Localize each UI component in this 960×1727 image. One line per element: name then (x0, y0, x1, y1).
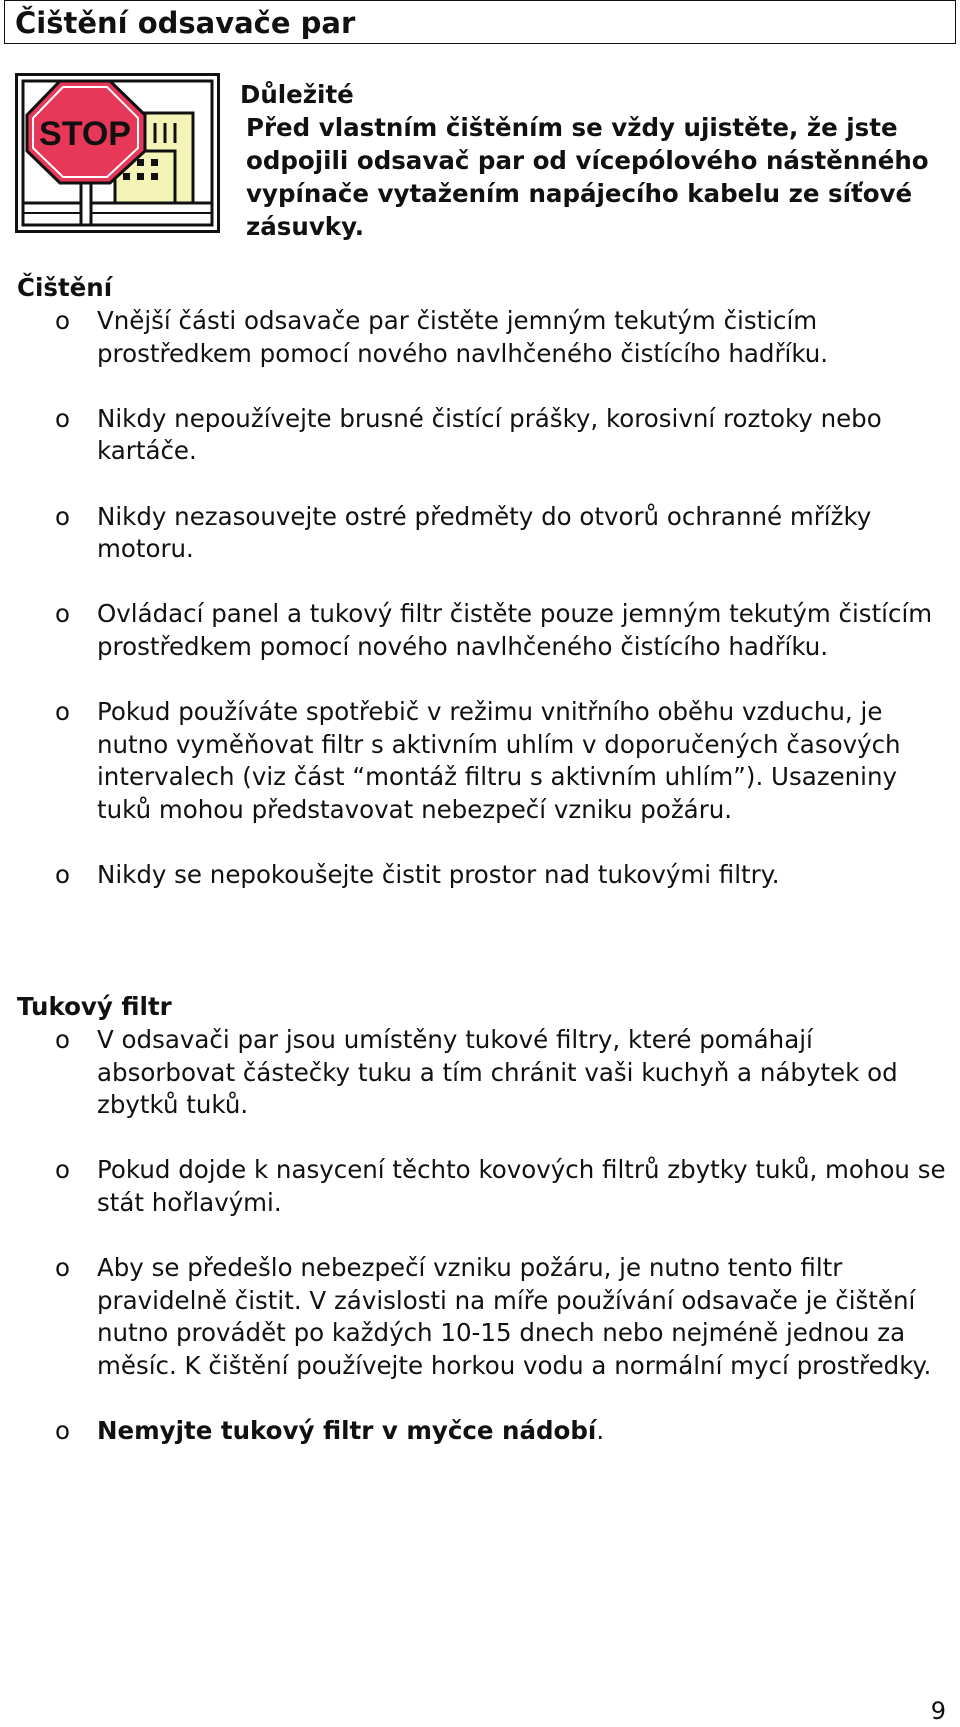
list-item-text: Pokud dojde k nasycení těchto kovových filtrů zbytky tuků, mohou se stát hořlavými. (97, 1155, 946, 1217)
list-item-text: Pokud používáte spotřebič v režimu vnitřního oběhu vzduchu, je nutno vyměňovat filtr s aktivním uhlím v doporučených časových intervalech (viz část “montáž filtru s aktivním uhlím”). Usazeniny tuků mohou představovat nebezpečí vzniku požáru. (97, 697, 901, 824)
bullet: o (55, 697, 70, 727)
list-item (17, 859, 947, 892)
bullet: o (55, 1155, 70, 1185)
bullet: o (55, 599, 70, 629)
list-item-bold-text: Nemyjte tukový filtr v myčce nádobí (97, 1416, 597, 1446)
warning-text: Před vlastním čištěním se vždy ujistěte, že jste odpojili odsavač par od vícepólového nástěnného vypínače vytažením napájecího kabelu ze síťové zásuvky. (246, 113, 929, 241)
bullet: o (55, 501, 70, 531)
bullet: o (55, 1253, 70, 1283)
bullet: o (55, 860, 70, 890)
bullet: o (55, 1025, 70, 1054)
cleaning-heading: Čištění (17, 273, 113, 302)
list-item-text: V odsavači par jsou umístěny tukové filtry, které pomáhají absorbovat částečky tuku a tím chránit vaši kuchyň a nábytek od zbytků tuků. (97, 1025, 898, 1120)
list-item-text: Vnější části odsavače par čistěte jemným tekutým čisticím prostředkem pomocí nového navlhčeného čistícího hadříku. (97, 306, 829, 368)
list-item-text: Nikdy nezasouvejte ostré předměty do otvorů ochranné mřížky motoru. (97, 501, 872, 564)
stop-sign-icon (15, 73, 220, 233)
page-number: 9 (930, 1697, 946, 1725)
warning-block (240, 78, 940, 243)
list-item (17, 598, 947, 663)
cleaning-list (17, 305, 947, 924)
list-item-text: Nikdy se nepokoušejte čistit prostor nad tukovými filtry. (97, 860, 780, 890)
list-item (17, 1415, 947, 1448)
list-item (17, 501, 947, 566)
list-item (17, 1252, 947, 1382)
warning-heading: Důležité (240, 80, 354, 109)
bullet: o (55, 1416, 70, 1446)
bullet: o (55, 306, 70, 335)
list-item (17, 696, 947, 826)
list-item (17, 403, 947, 468)
list-item-text: Nikdy nepoužívejte brusné čistící prášky, korosivní roztoky nebo kartáče. (97, 403, 882, 466)
page-title: Čištění odsavače par (4, 0, 956, 44)
list-item (17, 305, 947, 370)
list-item (17, 1024, 947, 1122)
list-item (17, 1154, 947, 1219)
list-item-text: Aby se předešlo nebezpečí vzniku požáru, je nutno tento filtr pravidelně čistit. V závislosti na míře používání odsavače je čištění nutno provádět po každých 10-15 dnech nebo nejméně jednou za měsíc. K čištění používejte horkou vodu a normální mycí prostředky. (97, 1253, 932, 1380)
stop-sign-label: STOP (39, 115, 131, 153)
grease-filter-heading: Tukový filtr (17, 992, 172, 1021)
grease-filter-list (17, 1024, 947, 1480)
bullet: o (55, 403, 70, 433)
list-item-text: Ovládací panel a tukový filtr čistěte pouze jemným tekutým čistícím prostředkem pomocí nového navlhčeného čistícího hadříku. (97, 599, 933, 661)
list-item-tail: . (596, 1416, 605, 1446)
